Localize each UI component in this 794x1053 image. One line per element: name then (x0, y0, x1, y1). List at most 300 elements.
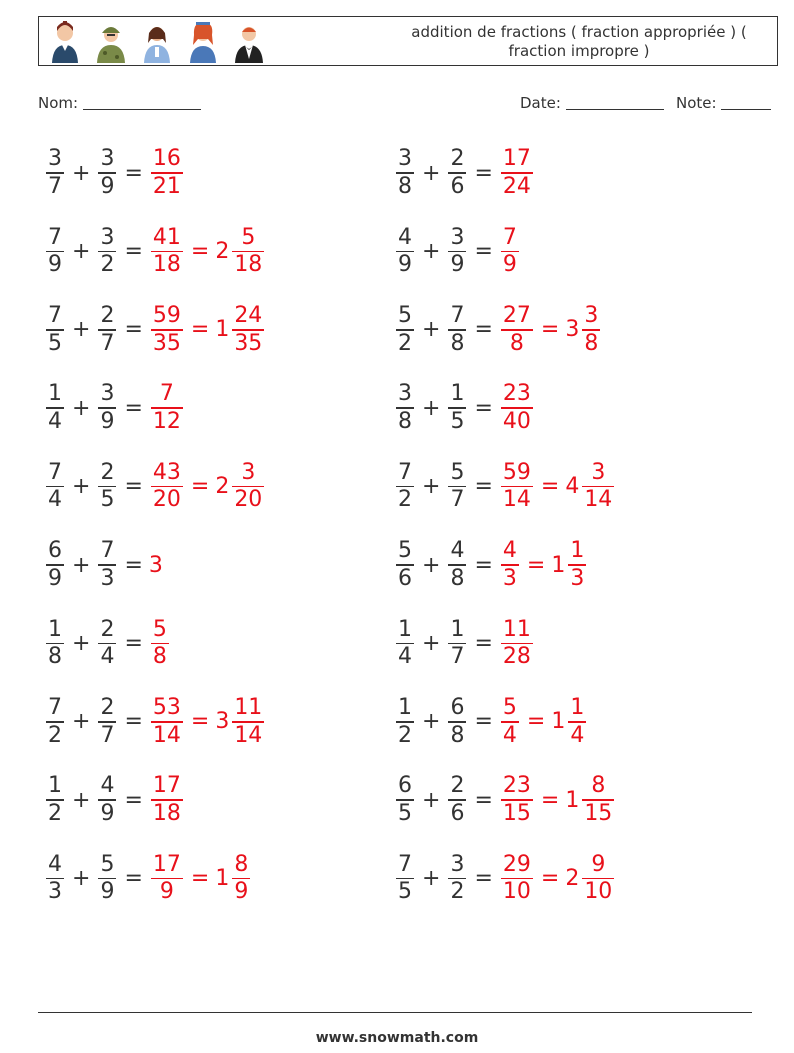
denominator: 18 (234, 252, 263, 278)
denominator: 4 (48, 408, 62, 434)
answer-fraction (501, 617, 533, 671)
answer (149, 773, 185, 827)
problem-item (394, 850, 616, 908)
denominator: 4 (48, 487, 62, 513)
addend-fraction (46, 852, 64, 906)
numerator: 1 (570, 538, 585, 564)
answer-fraction (151, 695, 183, 749)
plus-sign: + (422, 238, 441, 264)
answer (149, 225, 266, 279)
numerator: 3 (398, 146, 412, 172)
plus-sign: + (422, 709, 441, 735)
addend-fraction (98, 225, 116, 279)
numerator: 8 (234, 851, 249, 877)
addend-fraction (448, 617, 466, 671)
numerator: 6 (450, 695, 465, 721)
addend-fraction (396, 146, 414, 200)
answer-fraction (501, 381, 533, 435)
answer-fraction (501, 225, 519, 279)
addend-fraction (396, 460, 414, 514)
numerator: 2 (450, 773, 465, 799)
addend-fraction (396, 303, 414, 357)
equals-sign: = (124, 787, 143, 813)
plus-sign: + (422, 160, 441, 186)
denominator: 2 (398, 330, 412, 356)
denominator: 2 (450, 879, 465, 905)
denominator: 15 (584, 800, 613, 826)
mixed-fraction (232, 303, 264, 357)
equals-sign: = (526, 709, 546, 735)
denominator: 7 (100, 722, 115, 748)
name-field (38, 94, 201, 112)
mixed-fraction (582, 303, 600, 357)
equals-sign: = (474, 474, 493, 500)
answer (499, 852, 616, 906)
answer-fraction (501, 146, 533, 200)
numerator: 3 (241, 459, 256, 485)
equals-sign: = (474, 238, 493, 264)
denominator: 2 (398, 722, 412, 748)
denominator: 9 (100, 408, 115, 434)
equals-sign: = (474, 395, 493, 421)
problem-item (394, 536, 588, 594)
plus-sign: + (72, 630, 91, 656)
equals-sign: = (190, 317, 210, 343)
answer-whole: 3 (148, 552, 163, 578)
answer (499, 381, 535, 435)
equals-sign: = (540, 787, 560, 813)
numerator: 5 (398, 538, 412, 564)
denominator: 10 (584, 879, 613, 905)
plus-sign: + (72, 474, 91, 500)
addend-fraction (46, 303, 64, 357)
equals-sign: = (190, 709, 210, 735)
answer (149, 381, 185, 435)
equals-sign: = (474, 160, 493, 186)
addend-fraction (396, 225, 414, 279)
addend-fraction (98, 617, 116, 671)
mixed-whole: 1 (215, 866, 230, 892)
equals-sign: = (124, 160, 143, 186)
denominator: 8 (152, 644, 167, 670)
numerator: 7 (450, 303, 465, 329)
equals-sign: = (540, 474, 560, 500)
numerator: 5 (152, 616, 167, 642)
numerator: 7 (502, 224, 517, 250)
answer-fraction (501, 695, 519, 749)
addend-fraction (98, 773, 116, 827)
addend-fraction (448, 538, 466, 592)
numerator: 23 (502, 381, 531, 407)
plus-sign: + (72, 238, 91, 264)
denominator: 3 (100, 565, 115, 591)
numerator: 16 (152, 146, 181, 172)
addend-fraction (448, 773, 466, 827)
numerator: 43 (152, 459, 181, 485)
numerator: 53 (152, 695, 181, 721)
mixed-whole: 4 (565, 474, 580, 500)
numerator: 59 (152, 303, 181, 329)
denominator: 5 (398, 879, 412, 905)
plus-sign: + (422, 630, 441, 656)
addend-fraction (98, 146, 116, 200)
answer (149, 695, 266, 749)
denominator: 5 (48, 330, 62, 356)
denominator: 4 (570, 722, 585, 748)
problem-item (44, 379, 185, 437)
denominator: 7 (48, 173, 62, 199)
numerator: 9 (591, 851, 606, 877)
equals-sign: = (124, 552, 143, 578)
equals-sign: = (190, 238, 210, 264)
answer-fraction (501, 852, 533, 906)
mixed-fraction (568, 695, 586, 749)
denominator: 6 (450, 800, 465, 826)
denominator: 40 (502, 408, 531, 434)
avatar-row (47, 19, 267, 63)
denominator: 20 (152, 487, 181, 513)
denominator: 8 (450, 565, 465, 591)
problem-item (394, 693, 588, 751)
problem-item (394, 379, 535, 437)
addend-fraction (396, 852, 414, 906)
numerator: 1 (450, 381, 465, 407)
addend-fraction (448, 852, 466, 906)
numerator: 8 (591, 773, 606, 799)
denominator: 2 (48, 800, 62, 826)
denominator: 7 (450, 644, 465, 670)
denominator: 8 (398, 408, 412, 434)
equals-sign: = (474, 709, 493, 735)
name-label: Nom: (38, 94, 79, 112)
answer-fraction (151, 852, 183, 906)
numerator: 11 (502, 616, 531, 642)
problem-item (394, 301, 602, 359)
denominator: 12 (152, 408, 181, 434)
numerator: 7 (48, 303, 62, 329)
numerator: 7 (100, 538, 115, 564)
answer-fraction (501, 773, 533, 827)
problem-item (44, 144, 185, 202)
denominator: 8 (509, 330, 524, 356)
denominator: 3 (48, 879, 62, 905)
denominator: 9 (398, 252, 412, 278)
plus-sign: + (72, 709, 91, 735)
numerator: 2 (450, 146, 465, 172)
date-label: Date: (520, 94, 561, 112)
numerator: 7 (398, 459, 412, 485)
denominator: 20 (234, 487, 263, 513)
answer (149, 852, 252, 906)
footer-divider (38, 1012, 752, 1013)
addend-fraction (448, 460, 466, 514)
numerator: 59 (502, 459, 531, 485)
denominator: 7 (450, 487, 465, 513)
addend-fraction (46, 381, 64, 435)
denominator: 2 (48, 722, 62, 748)
equals-sign: = (190, 866, 210, 892)
numerator: 11 (234, 695, 263, 721)
answer-fraction (501, 303, 533, 357)
numerator: 3 (591, 459, 606, 485)
answer-fraction (151, 225, 183, 279)
denominator: 9 (159, 879, 174, 905)
date-blank (566, 95, 664, 110)
denominator: 14 (152, 722, 181, 748)
numerator: 17 (152, 851, 181, 877)
addend-fraction (98, 303, 116, 357)
denominator: 9 (234, 879, 249, 905)
plus-sign: + (422, 787, 441, 813)
worksheet-header (38, 16, 778, 66)
mixed-fraction (582, 460, 614, 514)
addend-fraction (98, 695, 116, 749)
denominator: 4 (398, 644, 412, 670)
numerator: 6 (398, 773, 412, 799)
footer-url: www.snowmath.com (315, 1030, 479, 1046)
mixed-fraction (232, 225, 264, 279)
mixed-fraction (232, 460, 264, 514)
numerator: 4 (100, 773, 115, 799)
numerator: 2 (100, 616, 115, 642)
numerator: 2 (100, 459, 115, 485)
note-field (676, 94, 771, 112)
numerator: 41 (152, 224, 181, 250)
mixed-fraction (582, 773, 614, 827)
equals-sign: = (124, 709, 143, 735)
answer-fraction (501, 460, 533, 514)
equals-sign: = (540, 866, 560, 892)
denominator: 9 (100, 879, 115, 905)
numerator: 1 (48, 616, 62, 642)
addend-fraction (396, 617, 414, 671)
plus-sign: + (72, 395, 91, 421)
denominator: 5 (100, 487, 115, 513)
numerator: 24 (234, 303, 263, 329)
woman-redhead-icon (185, 19, 221, 63)
problem-item (44, 771, 185, 829)
mixed-whole: 1 (551, 709, 566, 735)
problem-item (394, 144, 535, 202)
numerator: 7 (159, 381, 174, 407)
equals-sign: = (474, 787, 493, 813)
answer (499, 303, 602, 357)
denominator: 2 (100, 252, 115, 278)
equals-sign: = (124, 630, 143, 656)
answer (149, 146, 185, 200)
plus-sign: + (72, 787, 91, 813)
problem-item (44, 850, 252, 908)
addend-fraction (396, 695, 414, 749)
problem-item (44, 301, 266, 359)
answer (499, 773, 616, 827)
denominator: 3 (570, 565, 585, 591)
answer (499, 617, 535, 671)
addend-fraction (46, 617, 64, 671)
numerator: 3 (584, 303, 599, 329)
numerator: 1 (450, 616, 465, 642)
mixed-whole: 2 (565, 866, 580, 892)
addend-fraction (448, 303, 466, 357)
denominator: 35 (234, 330, 263, 356)
denominator: 6 (450, 173, 465, 199)
mixed-whole: 1 (551, 552, 566, 578)
denominator: 8 (398, 173, 412, 199)
mixed-whole: 1 (215, 317, 230, 343)
denominator: 14 (502, 487, 531, 513)
denominator: 4 (100, 644, 115, 670)
numerator: 4 (502, 538, 517, 564)
equals-sign: = (526, 552, 546, 578)
addend-fraction (46, 146, 64, 200)
equals-sign: = (190, 474, 210, 500)
numerator: 27 (502, 303, 531, 329)
plus-sign: + (422, 552, 441, 578)
denominator: 8 (584, 330, 599, 356)
numerator: 5 (450, 459, 465, 485)
numerator: 5 (398, 303, 412, 329)
numerator: 17 (152, 773, 181, 799)
addend-fraction (98, 381, 116, 435)
addend-fraction (396, 381, 414, 435)
mixed-whole: 1 (565, 787, 580, 813)
problem-item (44, 693, 266, 751)
addend-fraction (46, 460, 64, 514)
denominator: 14 (234, 722, 263, 748)
denominator: 3 (502, 565, 517, 591)
addend-fraction (98, 852, 116, 906)
numerator: 7 (48, 224, 62, 250)
denominator: 6 (398, 565, 412, 591)
plus-sign: + (72, 552, 91, 578)
addend-fraction (46, 538, 64, 592)
answer-fraction (501, 538, 519, 592)
mixed-fraction (568, 538, 586, 592)
mixed-fraction (582, 852, 614, 906)
numerator: 1 (398, 695, 412, 721)
denominator: 7 (100, 330, 115, 356)
numerator: 7 (48, 459, 62, 485)
numerator: 17 (502, 146, 531, 172)
numerator: 4 (450, 538, 465, 564)
equals-sign: = (540, 317, 560, 343)
numerator: 2 (100, 303, 115, 329)
equals-sign: = (124, 238, 143, 264)
answer (149, 303, 266, 357)
denominator: 35 (152, 330, 181, 356)
answer (499, 225, 521, 279)
answer (149, 617, 171, 671)
addend-fraction (98, 538, 116, 592)
equals-sign: = (124, 866, 143, 892)
equals-sign: = (474, 630, 493, 656)
addend-fraction (448, 381, 466, 435)
numerator: 4 (398, 224, 412, 250)
answer (499, 695, 588, 749)
addend-fraction (448, 695, 466, 749)
denominator: 18 (152, 252, 181, 278)
denominator: 4 (502, 722, 517, 748)
denominator: 5 (398, 800, 412, 826)
answer-fraction (151, 773, 183, 827)
denominator: 9 (48, 565, 62, 591)
denominator: 8 (450, 722, 465, 748)
mixed-whole: 2 (215, 474, 230, 500)
denominator: 10 (502, 879, 531, 905)
equals-sign: = (124, 395, 143, 421)
denominator: 9 (450, 252, 465, 278)
name-blank (83, 95, 201, 110)
numerator: 1 (398, 616, 412, 642)
addend-fraction (46, 695, 64, 749)
addend-fraction (98, 460, 116, 514)
problem-item (44, 222, 266, 280)
numerator: 7 (398, 851, 412, 877)
plus-sign: + (422, 474, 441, 500)
addend-fraction (396, 773, 414, 827)
equals-sign: = (474, 317, 493, 343)
addend-fraction (396, 538, 414, 592)
numerator: 3 (100, 381, 115, 407)
numerator: 3 (450, 224, 465, 250)
numerator: 3 (48, 146, 62, 172)
answer-fraction (151, 381, 183, 435)
numerator: 29 (502, 851, 531, 877)
numerator: 7 (48, 695, 62, 721)
answer-fraction (151, 617, 169, 671)
denominator: 24 (502, 173, 531, 199)
problem-item (394, 458, 616, 516)
soldier-icon (93, 19, 129, 63)
denominator: 9 (502, 252, 517, 278)
plus-sign: + (422, 395, 441, 421)
problem-item (394, 614, 535, 672)
denominator: 2 (398, 487, 412, 513)
answer-fraction (151, 146, 183, 200)
equals-sign: = (474, 552, 493, 578)
problem-item (44, 536, 163, 594)
addend-fraction (448, 225, 466, 279)
denominator: 14 (584, 487, 613, 513)
numerator: 6 (48, 538, 62, 564)
numerator: 3 (100, 146, 115, 172)
answer (499, 146, 535, 200)
woman-icon (47, 19, 83, 63)
numerator: 4 (48, 851, 62, 877)
denominator: 9 (48, 252, 62, 278)
numerator: 2 (100, 695, 115, 721)
note-blank (721, 95, 771, 110)
date-field (520, 94, 664, 112)
problem-item (44, 458, 266, 516)
denominator: 9 (100, 800, 115, 826)
denominator: 8 (48, 644, 62, 670)
problem-item (44, 614, 171, 672)
addend-fraction (448, 146, 466, 200)
denominator: 5 (450, 408, 465, 434)
numerator: 1 (48, 381, 62, 407)
denominator: 15 (502, 800, 531, 826)
numerator: 5 (241, 224, 256, 250)
plus-sign: + (72, 866, 91, 892)
mixed-fraction (232, 852, 250, 906)
numerator: 3 (450, 851, 465, 877)
numerator: 23 (502, 773, 531, 799)
numerator: 5 (100, 851, 115, 877)
note-label: Note: (676, 94, 717, 112)
equals-sign: = (124, 474, 143, 500)
plus-sign: + (72, 317, 91, 343)
